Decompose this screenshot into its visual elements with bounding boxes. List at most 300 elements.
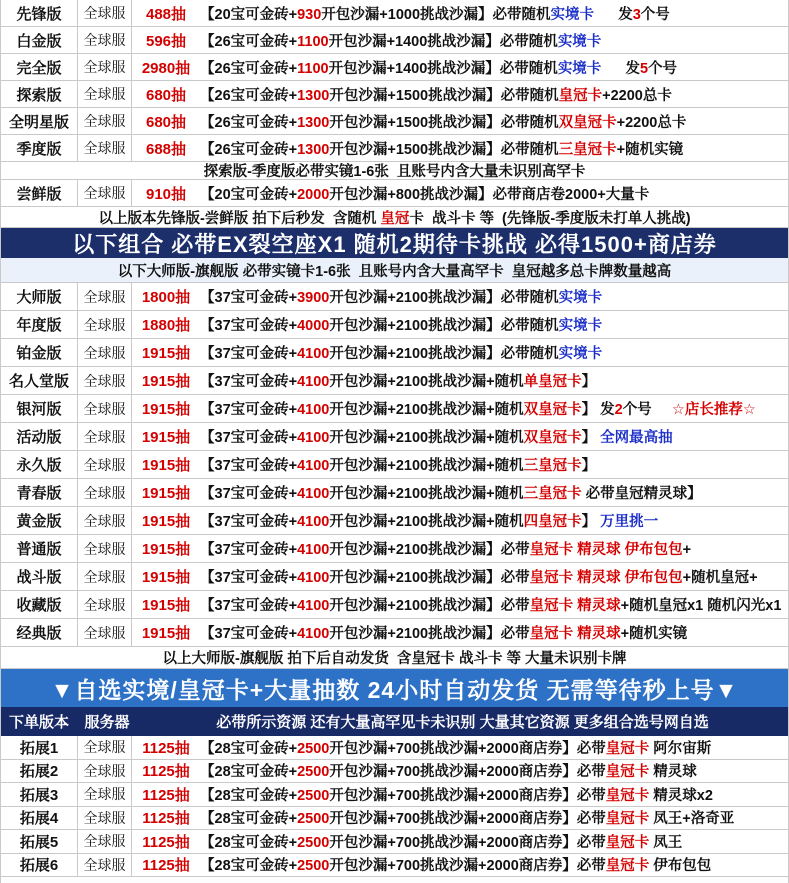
text-segment: 2500 — [297, 764, 330, 781]
text-segment: 4100 — [297, 346, 330, 362]
server-cell: 全球服 — [78, 535, 132, 562]
row-description — [200, 831, 682, 852]
note-text — [118, 260, 671, 281]
text-segment: 皇冠卡 精灵球 — [529, 598, 621, 614]
text-segment: 发 — [601, 60, 640, 77]
row-main-cell — [132, 737, 788, 758]
text-segment: 发 — [594, 6, 633, 23]
row-main-cell — [132, 314, 788, 335]
table-row — [1, 54, 788, 81]
text-segment: 开包沙漏+2100挑战沙漏+随机 — [329, 486, 524, 502]
server-cell: 全球服 — [78, 736, 132, 759]
text-segment: 阿尔宙斯 — [649, 740, 712, 757]
text-segment: 皇冠卡 — [558, 87, 603, 104]
text-segment: 【37宝可金砖+ — [200, 570, 298, 586]
version-cell: 拓展6 — [1, 854, 78, 877]
server-cell: 全球服 — [78, 54, 132, 80]
text-segment: 开包沙漏+700挑战沙漏+2000商店券】必带 — [329, 787, 606, 804]
draw-count: 1915抽 — [141, 373, 191, 390]
draw-count: 680抽 — [145, 86, 187, 104]
text-segment: 【37宝可金砖+ — [200, 290, 298, 306]
text-segment: 个号 — [622, 402, 652, 418]
text-segment: 皇冠卡 — [605, 834, 650, 851]
text-segment: 【37宝可金砖+ — [200, 626, 298, 642]
text-segment: 1100 — [297, 60, 329, 77]
server-cell: 全球服 — [78, 591, 132, 618]
row-description — [200, 57, 677, 78]
draw-count: 1915抽 — [141, 457, 191, 474]
text-segment: 2500 — [297, 740, 330, 757]
text-segment: 1300 — [297, 114, 330, 131]
table-row — [1, 479, 788, 507]
text-segment: 开包沙漏+2100挑战沙漏+随机 — [329, 430, 524, 446]
table-header-row — [1, 707, 788, 736]
text-segment: 皇冠卡 — [605, 740, 650, 757]
text-segment: 2500 — [297, 858, 330, 875]
text-segment: 实境卡 — [557, 60, 602, 77]
text-segment: 三皇冠卡 — [558, 141, 617, 158]
row-main-cell — [132, 854, 788, 875]
draw-count: 596抽 — [145, 32, 187, 50]
row-description — [200, 737, 711, 758]
version-cell: 先锋版 — [1, 0, 78, 26]
text-segment: 皇冠卡 精灵球 — [529, 626, 621, 642]
row-description — [200, 370, 596, 391]
text-segment: 【37宝可金砖+ — [200, 514, 298, 530]
row-main-cell — [132, 30, 788, 51]
text-segment: 卡 战斗卡 等 (先锋版-季度版未打单人挑战) — [409, 210, 691, 227]
text-segment: 开包沙漏+1000挑战沙漏】必带随机 — [321, 6, 551, 23]
table-row — [1, 27, 788, 54]
row-main-cell — [132, 398, 788, 419]
text-segment: 开包沙漏+2100挑战沙漏】必带随机 — [329, 290, 559, 306]
text-segment: +2200总卡 — [602, 87, 672, 104]
text-segment: 皇冠卡 精灵球 伊布包包 — [529, 542, 683, 558]
text-segment: 【37宝可金砖+ — [200, 598, 298, 614]
version-cell: 收藏版 — [1, 591, 78, 618]
server-cell: 全球服 — [78, 423, 132, 450]
table-row — [1, 563, 788, 591]
row-main-cell — [132, 831, 788, 852]
table-row — [1, 783, 788, 807]
text-segment: 实境卡 — [558, 290, 603, 306]
text-segment: 全网最高抽 — [600, 430, 673, 446]
text-segment: 【28宝可金砖+ — [200, 858, 298, 875]
text-segment: 开包沙漏+2100挑战沙漏】必带 — [329, 626, 530, 642]
row-description — [200, 566, 758, 587]
row-main-cell — [132, 454, 788, 475]
row-main-cell — [132, 426, 788, 447]
text-segment: 4100 — [297, 542, 330, 558]
text-segment: 开包沙漏+2100挑战沙漏+随机 — [329, 514, 524, 530]
table-row — [1, 423, 788, 451]
text-segment: 4100 — [297, 458, 330, 474]
text-segment: 【26宝可金砖+ — [200, 60, 298, 77]
row-description — [200, 342, 602, 363]
text-segment: 【37宝可金砖+ — [200, 318, 298, 334]
text-segment: 4000 — [297, 318, 330, 334]
note-row — [1, 162, 788, 180]
table-row — [1, 451, 788, 479]
text-segment: +随机实镜 — [616, 141, 684, 158]
text-segment: 双皇冠卡 — [523, 402, 582, 418]
server-cell: 全球服 — [78, 395, 132, 422]
text-segment: 930 — [297, 6, 322, 23]
row-main-cell — [132, 370, 788, 391]
text-segment: 皇冠卡 — [605, 858, 650, 875]
draw-count: 1125抽 — [142, 857, 190, 875]
text-segment: 开包沙漏+700挑战沙漏+2000商店券】必带 — [329, 858, 606, 875]
table-row — [1, 367, 788, 395]
text-segment: +随机皇冠x1 随机闪光x1 — [620, 598, 782, 614]
server-cell: 全球服 — [78, 27, 132, 53]
text-segment: 开包沙漏+2100挑战沙漏】必带 — [329, 598, 530, 614]
server-cell: 全球服 — [78, 507, 132, 534]
text-segment: 1300 — [297, 87, 330, 104]
table-row — [1, 507, 788, 535]
text-segment: 开包沙漏+2100挑战沙漏】必带 — [329, 570, 530, 586]
text-segment: 开包沙漏+1500挑战沙漏】必带随机 — [329, 114, 559, 131]
text-segment: 单皇冠卡 — [523, 374, 582, 390]
draw-count: 688抽 — [145, 140, 187, 158]
text-segment: 三皇冠卡 — [523, 458, 582, 474]
draw-count: 488抽 — [145, 5, 187, 23]
row-description — [200, 760, 697, 781]
row-main-cell — [132, 3, 788, 24]
row-main-cell — [132, 538, 788, 559]
draw-count: 2980抽 — [141, 59, 191, 77]
text-segment: 皇冠卡 — [605, 764, 650, 781]
row-main-cell — [132, 510, 788, 531]
version-cell: 名人堂版 — [1, 367, 78, 394]
table-row — [1, 830, 788, 854]
version-cell: 拓展5 — [1, 830, 78, 853]
table-row — [1, 135, 788, 162]
text-segment: 5 — [639, 60, 649, 77]
banner-text: 以下组合 必带EX裂空座X1 随机2期待卡挑战 必得1500+商店券 — [72, 231, 717, 257]
table-row — [1, 591, 788, 619]
table-row — [1, 339, 788, 367]
version-cell: 探索版 — [1, 81, 78, 107]
text-segment: 精灵球x2 — [649, 787, 713, 804]
row-main-cell — [132, 138, 788, 159]
text-segment: 3 — [632, 6, 641, 23]
version-cell: 大师版 — [1, 283, 78, 310]
text-segment: 4100 — [297, 486, 330, 502]
table-row — [1, 0, 788, 27]
server-cell: 全球服 — [78, 451, 132, 478]
text-segment: 2500 — [297, 834, 330, 851]
text-segment: 双皇冠卡 — [558, 114, 617, 131]
version-cell: 活动版 — [1, 423, 78, 450]
note-text — [163, 647, 627, 668]
text-segment: 开包沙漏+1400挑战沙漏】必带随机 — [328, 60, 558, 77]
note-row — [1, 647, 788, 669]
text-segment: 2 — [614, 402, 623, 418]
text-segment: 【37宝可金砖+ — [200, 542, 298, 558]
version-cell: 季度版 — [1, 135, 78, 161]
row-description — [200, 538, 691, 559]
row-main-cell — [132, 807, 788, 828]
row-main-cell — [132, 482, 788, 503]
row-description — [200, 30, 601, 51]
row-description — [200, 807, 734, 828]
text-segment: 3900 — [297, 290, 330, 306]
note-row — [1, 207, 788, 228]
text-segment: 开包沙漏+700挑战沙漏+2000商店券】必带 — [329, 740, 606, 757]
text-segment: 开包沙漏+2100挑战沙漏+随机 — [329, 458, 524, 474]
draw-count: 1915抽 — [141, 569, 191, 586]
server-cell: 全球服 — [78, 830, 132, 853]
text-segment: 开包沙漏+2100挑战沙漏】必带随机 — [329, 346, 559, 362]
text-segment: 【37宝可金砖+ — [200, 486, 298, 502]
version-cell: 拓展3 — [1, 783, 78, 806]
text-segment: 【28宝可金砖+ — [200, 740, 298, 757]
draw-count: 1125抽 — [142, 763, 190, 781]
draw-count: 1125抽 — [142, 786, 190, 804]
draw-count: 1800抽 — [141, 289, 191, 306]
version-cell: 经典版 — [1, 619, 78, 646]
text-segment: 以上版本先锋版-尝鲜版 拍下后秒发 含随机 — [98, 210, 381, 227]
text-segment: 4100 — [297, 514, 330, 530]
text-segment: 4100 — [297, 430, 330, 446]
text-segment: 实境卡 — [558, 346, 603, 362]
draw-count: 1915抽 — [141, 429, 191, 446]
text-segment: 开包沙漏+1400挑战沙漏】必带随机 — [328, 33, 558, 50]
table-row — [1, 535, 788, 563]
server-cell: 全球服 — [78, 807, 132, 830]
server-cell: 全球服 — [78, 339, 132, 366]
server-cell: 全球服 — [78, 108, 132, 134]
table-row — [1, 311, 788, 339]
text-segment: 开包沙漏+2100挑战沙漏+随机 — [329, 402, 524, 418]
text-segment: 开包沙漏+2100挑战沙漏】必带随机 — [329, 318, 559, 334]
draw-count: 910抽 — [145, 185, 187, 203]
server-cell: 全球服 — [78, 563, 132, 590]
draw-count: 1915抽 — [141, 541, 191, 558]
text-segment: 】 发 — [581, 402, 615, 418]
row-description — [200, 784, 713, 805]
version-cell: 年度版 — [1, 311, 78, 338]
text-segment: 【37宝可金砖+ — [200, 430, 298, 446]
draw-count: 1915抽 — [141, 625, 191, 642]
row-main-cell — [132, 622, 788, 643]
text-segment: 】 — [581, 514, 601, 530]
text-segment: 【28宝可金砖+ — [200, 787, 298, 804]
text-segment: 4100 — [297, 626, 330, 642]
row-main-cell — [132, 342, 788, 363]
text-segment: 万里挑一 — [600, 514, 659, 530]
row-description — [200, 286, 602, 307]
text-segment: 【37宝可金砖+ — [200, 402, 298, 418]
text-segment: 【20宝可金砖+ — [200, 186, 298, 203]
text-segment: 【26宝可金砖+ — [200, 87, 298, 104]
text-segment: 三皇冠卡 — [523, 486, 582, 502]
table-row — [1, 283, 788, 311]
text-segment: 【26宝可金砖+ — [200, 141, 298, 158]
draw-count: 1915抽 — [141, 345, 191, 362]
draw-count: 1125抽 — [142, 833, 190, 851]
text-segment — [652, 402, 672, 418]
server-cell: 全球服 — [78, 760, 132, 783]
text-segment: 4100 — [297, 598, 330, 614]
server-cell: 全球服 — [78, 283, 132, 310]
text-segment: +随机实镜 — [620, 626, 688, 642]
text-segment: 】 — [581, 430, 601, 446]
row-main-cell — [132, 57, 788, 78]
row-description — [200, 482, 702, 503]
text-segment: 开包沙漏+700挑战沙漏+2000商店券】必带 — [329, 834, 606, 851]
server-cell: 全球服 — [78, 783, 132, 806]
text-segment: 探索版-季度版必带实镜1-6张 且账号内含大量未识别高罕卡 — [203, 164, 586, 180]
text-segment: 4100 — [297, 374, 330, 390]
row-description — [200, 138, 683, 159]
row-description — [200, 622, 687, 643]
version-cell: 青春版 — [1, 479, 78, 506]
banner-blue — [1, 669, 788, 707]
text-segment: 皇冠卡 — [605, 787, 650, 804]
version-cell: 完全版 — [1, 54, 78, 80]
row-description — [200, 510, 658, 531]
text-segment: 皇冠卡 精灵球 伊布包包 — [529, 570, 683, 586]
text-segment: 个号 — [640, 6, 670, 23]
draw-count: 1880抽 — [141, 317, 191, 334]
server-cell: 全球服 — [78, 135, 132, 161]
version-cell: 铂金版 — [1, 339, 78, 366]
table-row — [1, 81, 788, 108]
note-text — [204, 160, 586, 181]
text-segment: 开包沙漏+700挑战沙漏+2000商店券】必带 — [329, 764, 606, 781]
table-row — [1, 736, 788, 760]
server-cell: 全球服 — [78, 180, 132, 206]
row-description — [200, 183, 649, 204]
version-cell: 战斗版 — [1, 563, 78, 590]
text-segment: 4100 — [297, 402, 330, 418]
text-segment: 开包沙漏+2100挑战沙漏+随机 — [329, 374, 524, 390]
text-segment: 皇冠卡 — [605, 811, 650, 828]
banner-dark — [1, 228, 788, 258]
text-segment: ☆店长推荐☆ — [671, 402, 756, 418]
text-segment: 开包沙漏+1500挑战沙漏】必带随机 — [329, 141, 559, 158]
text-segment: 【28宝可金砖+ — [200, 834, 298, 851]
table-row — [1, 619, 788, 647]
text-segment: 2500 — [297, 811, 330, 828]
server-cell: 全球服 — [78, 311, 132, 338]
row-description — [200, 398, 756, 419]
text-segment: 【37宝可金砖+ — [200, 374, 298, 390]
row-main-cell — [132, 760, 788, 781]
server-cell: 全球服 — [78, 81, 132, 107]
version-cell: 尝鲜版 — [1, 180, 78, 206]
text-segment: 实境卡 — [557, 33, 602, 50]
text-segment: 双皇冠卡 — [523, 430, 582, 446]
text-segment: 2000 — [297, 186, 330, 203]
row-description — [200, 3, 670, 24]
text-segment: 开包沙漏+1500挑战沙漏】必带随机 — [329, 87, 559, 104]
note-text — [98, 207, 690, 228]
table-row — [1, 180, 788, 207]
row-description — [200, 594, 781, 615]
row-description — [200, 426, 673, 447]
text-segment: 凤王 — [649, 834, 683, 851]
row-main-cell — [132, 784, 788, 805]
text-segment: + — [682, 542, 692, 558]
row-main-cell — [132, 286, 788, 307]
text-segment: 实境卡 — [558, 318, 603, 334]
version-cell: 拓展2 — [1, 760, 78, 783]
text-segment: 凤王+洛奇亚 — [649, 811, 735, 828]
text-segment: 伊布包包 — [649, 858, 712, 875]
version-cell: 普通版 — [1, 535, 78, 562]
text-segment: 精灵球 — [649, 764, 697, 781]
draw-count: 1915抽 — [141, 401, 191, 418]
server-cell: 全球服 — [78, 367, 132, 394]
table-row — [1, 807, 788, 831]
note-row — [1, 258, 788, 283]
header-server-col: 服务器 — [84, 714, 130, 731]
server-cell: 全球服 — [78, 0, 132, 26]
text-segment: 以下大师版-旗舰版 必带实镜卡1-6张 且账号内含大量高罕卡 皇冠越多总卡牌数量越高 — [117, 263, 672, 280]
text-segment: 【28宝可金砖+ — [200, 764, 298, 781]
text-segment: 开包沙漏+700挑战沙漏+2000商店券】必带 — [329, 811, 606, 828]
row-main-cell — [132, 594, 788, 615]
text-segment: 【20宝可金砖+ — [200, 6, 298, 23]
row-description — [200, 314, 602, 335]
version-cell: 全明星版 — [1, 108, 78, 134]
server-cell: 全球服 — [78, 479, 132, 506]
version-cell: 银河版 — [1, 395, 78, 422]
text-segment: 以上大师版-旗舰版 拍下后自动发货 含皇冠卡 战斗卡 等 大量未识别卡牌 — [162, 651, 627, 667]
table-row — [1, 854, 788, 878]
draw-count: 680抽 — [145, 113, 187, 131]
text-segment: 【26宝可金砖+ — [200, 33, 298, 50]
version-cell: 黄金版 — [1, 507, 78, 534]
row-main-cell — [132, 84, 788, 105]
row-description — [200, 854, 711, 875]
header-version-col: 下单版本 — [8, 714, 69, 731]
draw-count: 1915抽 — [141, 485, 191, 502]
text-segment: 四皇冠卡 — [523, 514, 582, 530]
text-segment: 】 — [581, 458, 597, 474]
row-description — [200, 111, 686, 132]
text-segment: 1100 — [297, 33, 329, 50]
version-cell: 拓展4 — [1, 807, 78, 830]
table-row — [1, 760, 788, 784]
text-segment: +2200总卡 — [616, 114, 687, 131]
text-segment: 个号 — [648, 60, 678, 77]
banner-text: ▼自选实境/皇冠卡+大量抽数 24小时自动发货 无需等待秒上号▼ — [50, 676, 739, 703]
version-cell: 拓展1 — [1, 736, 78, 759]
text-segment: 【37宝可金砖+ — [200, 458, 298, 474]
text-segment: 【26宝可金砖+ — [200, 114, 298, 131]
text-segment: 开包沙漏+800挑战沙漏】必带商店卷2000+大量卡 — [329, 186, 650, 203]
text-segment: 开包沙漏+2100挑战沙漏】必带 — [329, 542, 530, 558]
table-row — [1, 395, 788, 423]
draw-count: 1915抽 — [141, 597, 191, 614]
text-segment: 2500 — [297, 787, 330, 804]
row-main-cell — [132, 183, 788, 204]
text-segment: 【37宝可金砖+ — [200, 346, 298, 362]
header-resources-col: 必带所示资源 还有大量高罕见卡未识别 大量其它资源 更多组合选号网自选 — [216, 714, 709, 731]
row-description — [200, 454, 596, 475]
row-description — [200, 84, 672, 105]
version-cell: 白金版 — [1, 27, 78, 53]
table-row — [1, 108, 788, 135]
row-main-cell — [132, 111, 788, 132]
version-cell: 永久版 — [1, 451, 78, 478]
text-segment: 】 — [581, 374, 597, 390]
text-segment: 实境卡 — [550, 6, 595, 23]
